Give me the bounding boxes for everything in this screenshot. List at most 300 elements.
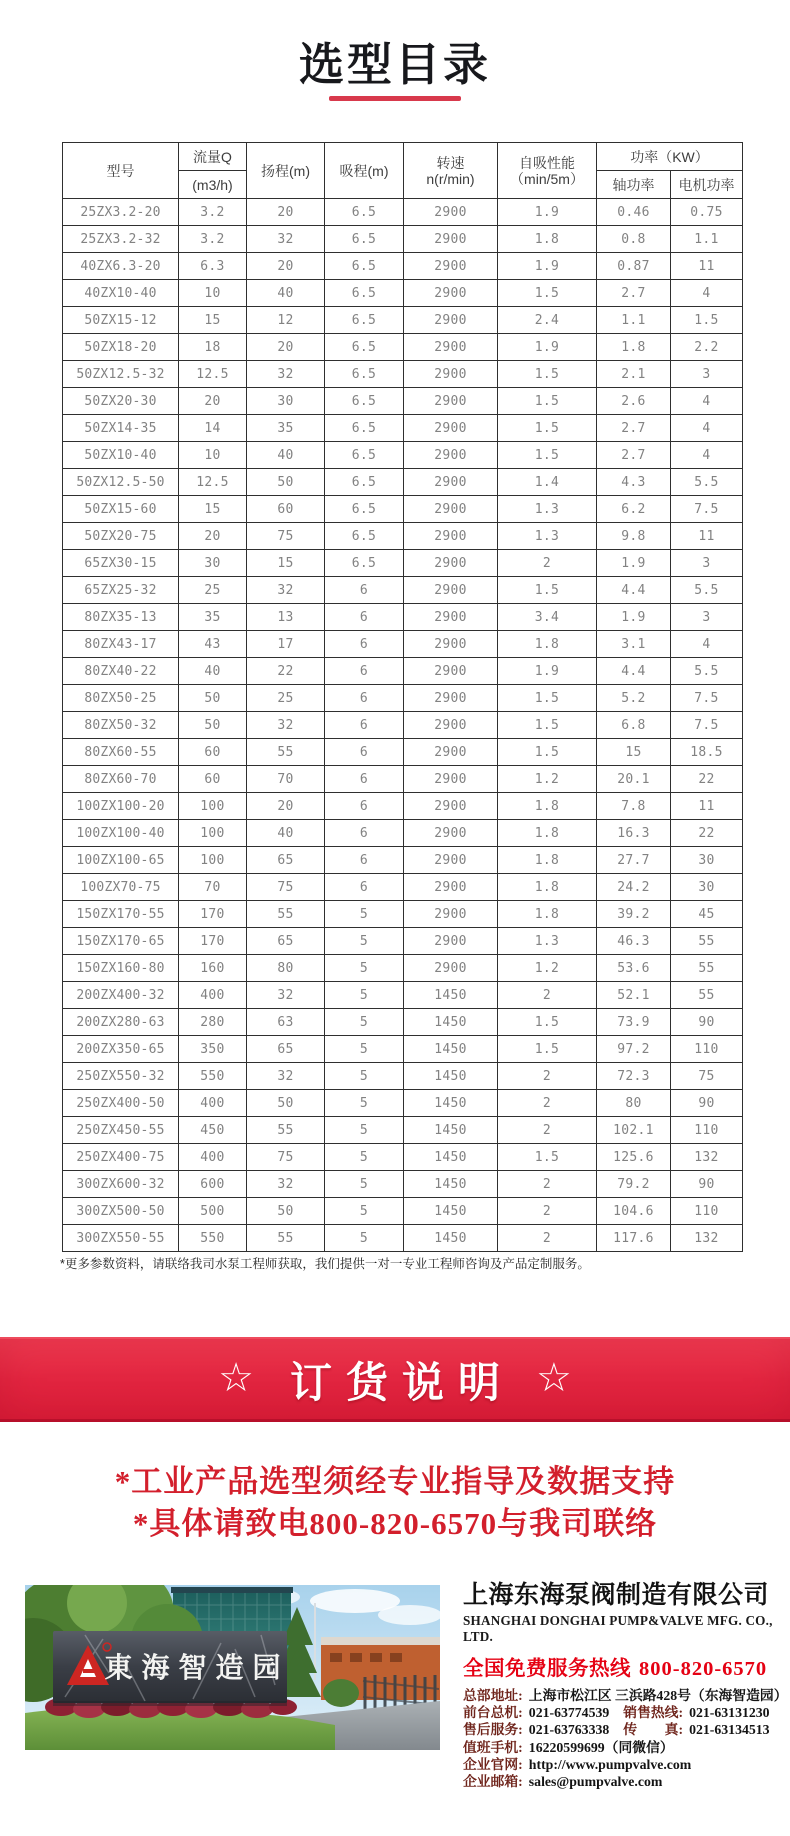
cell-shaft-power: 3.1 (597, 631, 671, 658)
cell-suction: 6.5 (325, 280, 404, 307)
cell-head: 55 (247, 1225, 325, 1252)
cell-motor-power: 132 (671, 1144, 743, 1171)
table-row (63, 766, 743, 793)
header-flow: 流量Q (179, 143, 247, 171)
cell-flow: 60 (179, 766, 247, 793)
info-label: 传 真: (623, 1722, 684, 1738)
cell-shaft-power: 72.3 (597, 1063, 671, 1090)
table-row (63, 253, 743, 280)
cell-suction: 5 (325, 1171, 404, 1198)
cell-speed: 2900 (404, 604, 498, 631)
table-header (63, 143, 743, 199)
header-power-group: 功率（KW） (597, 143, 743, 171)
cell-motor-power: 110 (671, 1036, 743, 1063)
cell-speed: 2900 (404, 415, 498, 442)
cell-priming: 2 (498, 1225, 597, 1252)
info-value: 021-63131230 (689, 1705, 770, 1721)
cell-motor-power: 5.5 (671, 577, 743, 604)
cell-motor-power: 55 (671, 928, 743, 955)
cell-suction: 6.5 (325, 253, 404, 280)
cell-shaft-power: 4.3 (597, 469, 671, 496)
hotline-number: 800-820-6570 (639, 1658, 768, 1680)
cell-model: 80ZX40-22 (63, 658, 179, 685)
cell-priming: 2 (498, 1090, 597, 1117)
cell-motor-power: 90 (671, 1171, 743, 1198)
cell-flow: 100 (179, 820, 247, 847)
cell-suction: 6 (325, 712, 404, 739)
info-value: sales@pumpvalve.com (528, 1774, 663, 1790)
cell-flow: 6.3 (179, 253, 247, 280)
info-label: 企业邮箱: (463, 1774, 523, 1790)
cell-flow: 170 (179, 928, 247, 955)
cell-shaft-power: 24.2 (597, 874, 671, 901)
header-speed (404, 143, 498, 199)
cell-speed: 1450 (404, 1009, 498, 1036)
cell-model: 250ZX550-32 (63, 1063, 179, 1090)
cell-speed: 2900 (404, 442, 498, 469)
cell-flow: 100 (179, 793, 247, 820)
cell-model: 65ZX25-32 (63, 577, 179, 604)
cell-shaft-power: 4.4 (597, 658, 671, 685)
cell-model: 250ZX400-50 (63, 1090, 179, 1117)
cell-suction: 6 (325, 847, 404, 874)
company-info-list (463, 1687, 788, 1790)
table-row (63, 874, 743, 901)
cell-speed: 2900 (404, 658, 498, 685)
cell-speed: 1450 (404, 1117, 498, 1144)
cell-suction: 5 (325, 1036, 404, 1063)
cell-model: 80ZX35-13 (63, 604, 179, 631)
table-row (63, 280, 743, 307)
cell-shaft-power: 0.46 (597, 199, 671, 226)
cell-head: 50 (247, 469, 325, 496)
table-row (63, 685, 743, 712)
cell-speed: 2900 (404, 928, 498, 955)
cell-shaft-power: 39.2 (597, 901, 671, 928)
cell-shaft-power: 1.9 (597, 604, 671, 631)
cell-model: 50ZX15-60 (63, 496, 179, 523)
cell-speed: 2900 (404, 523, 498, 550)
table-row (63, 982, 743, 1009)
cell-shaft-power: 79.2 (597, 1171, 671, 1198)
cell-head: 32 (247, 361, 325, 388)
cell-model: 250ZX450-55 (63, 1117, 179, 1144)
cell-flow: 35 (179, 604, 247, 631)
cell-head: 63 (247, 1009, 325, 1036)
cell-motor-power: 4 (671, 280, 743, 307)
header-motor-power: 电机功率 (671, 171, 743, 199)
cell-shaft-power: 125.6 (597, 1144, 671, 1171)
table-row (63, 523, 743, 550)
cell-motor-power: 4 (671, 388, 743, 415)
cell-speed: 1450 (404, 982, 498, 1009)
cell-speed: 2900 (404, 712, 498, 739)
cell-priming: 1.8 (498, 847, 597, 874)
cell-shaft-power: 46.3 (597, 928, 671, 955)
cell-priming: 1.8 (498, 874, 597, 901)
cell-motor-power: 0.75 (671, 199, 743, 226)
cell-model: 50ZX12.5-50 (63, 469, 179, 496)
table-row (63, 1009, 743, 1036)
cell-head: 20 (247, 199, 325, 226)
company-info-row (463, 1721, 773, 1738)
cell-shaft-power: 6.8 (597, 712, 671, 739)
cell-speed: 1450 (404, 1036, 498, 1063)
table-row (63, 1090, 743, 1117)
cell-priming: 1.5 (498, 388, 597, 415)
stone-sign-shadow (53, 1701, 287, 1706)
cell-model: 50ZX12.5-32 (63, 361, 179, 388)
cell-flow: 280 (179, 1009, 247, 1036)
cell-flow: 20 (179, 388, 247, 415)
cell-head: 75 (247, 1144, 325, 1171)
cell-motor-power: 3 (671, 361, 743, 388)
cell-flow: 600 (179, 1171, 247, 1198)
cell-priming: 1.5 (498, 739, 597, 766)
cell-suction: 5 (325, 1117, 404, 1144)
cell-suction: 5 (325, 1144, 404, 1171)
cell-flow: 160 (179, 955, 247, 982)
cell-head: 80 (247, 955, 325, 982)
cell-motor-power: 2.2 (671, 334, 743, 361)
cell-suction: 5 (325, 901, 404, 928)
cell-model: 200ZX280-63 (63, 1009, 179, 1036)
cell-model: 150ZX170-65 (63, 928, 179, 955)
cell-speed: 2900 (404, 577, 498, 604)
cell-model: 100ZX100-65 (63, 847, 179, 874)
cell-priming: 1.5 (498, 685, 597, 712)
cell-head: 32 (247, 1063, 325, 1090)
cell-shaft-power: 1.1 (597, 307, 671, 334)
cell-head: 35 (247, 415, 325, 442)
cell-model: 80ZX50-25 (63, 685, 179, 712)
cell-head: 55 (247, 901, 325, 928)
cell-model: 100ZX100-40 (63, 820, 179, 847)
table-row (63, 928, 743, 955)
slogan-line-2: *具体请致电800-820-6570与我司联络 (132, 1506, 658, 1541)
cell-motor-power: 55 (671, 982, 743, 1009)
cell-speed: 2900 (404, 334, 498, 361)
table-row (63, 361, 743, 388)
cell-priming: 1.9 (498, 658, 597, 685)
cell-suction: 6 (325, 604, 404, 631)
company-info-row (463, 1739, 773, 1756)
cell-priming: 3.4 (498, 604, 597, 631)
cell-speed: 2900 (404, 361, 498, 388)
cell-head: 55 (247, 1117, 325, 1144)
cell-shaft-power: 0.87 (597, 253, 671, 280)
cell-head: 13 (247, 604, 325, 631)
title-underline (329, 96, 461, 101)
cell-motor-power: 3 (671, 604, 743, 631)
cell-model: 300ZX550-55 (63, 1225, 179, 1252)
table-row (63, 415, 743, 442)
cell-motor-power: 45 (671, 901, 743, 928)
factory-photo-scene (25, 1585, 440, 1750)
cell-flow: 14 (179, 415, 247, 442)
cell-model: 50ZX20-75 (63, 523, 179, 550)
table-row (63, 793, 743, 820)
cell-motor-power: 4 (671, 631, 743, 658)
cell-speed: 1450 (404, 1171, 498, 1198)
cell-priming: 1.8 (498, 901, 597, 928)
cell-flow: 3.2 (179, 226, 247, 253)
cell-flow: 30 (179, 550, 247, 577)
cell-motor-power: 11 (671, 253, 743, 280)
table-row (63, 1063, 743, 1090)
cell-suction: 6.5 (325, 550, 404, 577)
cell-motor-power: 90 (671, 1009, 743, 1036)
cell-speed: 2900 (404, 496, 498, 523)
header-speed-line2: n(r/min) (426, 170, 475, 187)
cell-motor-power: 7.5 (671, 496, 743, 523)
cell-shaft-power: 4.4 (597, 577, 671, 604)
cell-head: 17 (247, 631, 325, 658)
cell-speed: 2900 (404, 901, 498, 928)
factory-photo (25, 1585, 440, 1750)
cell-motor-power: 110 (671, 1117, 743, 1144)
cell-priming: 1.5 (498, 415, 597, 442)
cell-motor-power: 1.1 (671, 226, 743, 253)
cell-motor-power: 4 (671, 415, 743, 442)
table-row (63, 307, 743, 334)
cell-shaft-power: 102.1 (597, 1117, 671, 1144)
cell-speed: 2900 (404, 739, 498, 766)
cell-suction: 5 (325, 982, 404, 1009)
cell-shaft-power: 7.8 (597, 793, 671, 820)
cell-head: 50 (247, 1090, 325, 1117)
orange-building-roof (321, 1637, 440, 1645)
cell-suction: 5 (325, 1090, 404, 1117)
table-row (63, 955, 743, 982)
cell-shaft-power: 20.1 (597, 766, 671, 793)
cell-flow: 100 (179, 847, 247, 874)
slogan-line-1: *工业产品选型须经专业指导及数据支持 (114, 1464, 676, 1499)
table-row (63, 226, 743, 253)
cell-suction: 6.5 (325, 523, 404, 550)
company-info-row (463, 1704, 773, 1721)
cell-suction: 6 (325, 766, 404, 793)
company-block (463, 1580, 788, 1790)
info-value: 021-63134513 (689, 1722, 770, 1738)
cell-priming: 1.5 (498, 1036, 597, 1063)
cell-speed: 2900 (404, 550, 498, 577)
cell-priming: 1.3 (498, 523, 597, 550)
cell-speed: 2900 (404, 199, 498, 226)
cell-priming: 1.8 (498, 793, 597, 820)
table-row (63, 1171, 743, 1198)
cell-speed: 2900 (404, 253, 498, 280)
cell-priming: 1.4 (498, 469, 597, 496)
cell-shaft-power: 5.2 (597, 685, 671, 712)
cell-shaft-power: 2.6 (597, 388, 671, 415)
spec-table-body (63, 199, 743, 1252)
company-info-row (463, 1773, 773, 1790)
cell-flow: 10 (179, 442, 247, 469)
table-row (63, 442, 743, 469)
cell-model: 150ZX160-80 (63, 955, 179, 982)
cell-priming: 2 (498, 550, 597, 577)
cell-speed: 1450 (404, 1225, 498, 1252)
cell-suction: 6.5 (325, 307, 404, 334)
cell-suction: 6 (325, 793, 404, 820)
star-icon: ☆ (536, 1355, 572, 1400)
cell-speed: 2900 (404, 631, 498, 658)
cell-shaft-power: 73.9 (597, 1009, 671, 1036)
order-banner (0, 1337, 790, 1422)
cell-priming: 2 (498, 982, 597, 1009)
table-row (63, 604, 743, 631)
info-value: 16220599699（同微信） (528, 1739, 674, 1755)
cell-suction: 6 (325, 658, 404, 685)
cell-speed: 2900 (404, 226, 498, 253)
cell-head: 40 (247, 280, 325, 307)
cell-motor-power: 90 (671, 1090, 743, 1117)
cell-suction: 6 (325, 739, 404, 766)
cell-suction: 6.5 (325, 469, 404, 496)
cell-suction: 6 (325, 820, 404, 847)
cell-head: 32 (247, 982, 325, 1009)
table-row (63, 739, 743, 766)
table-row (63, 1225, 743, 1252)
company-name-cn: 上海东海泵阀制造有限公司 (463, 1581, 770, 1609)
info-value: 上海市松江区 三浜路428号（东海智造园） (528, 1688, 788, 1703)
hotline-label: 全国免费服务热线 (463, 1658, 631, 1680)
cell-speed: 1450 (404, 1198, 498, 1225)
cell-head: 70 (247, 766, 325, 793)
table-row (63, 388, 743, 415)
cell-model: 80ZX60-55 (63, 739, 179, 766)
info-label: 值班手机: (463, 1739, 523, 1755)
cell-shaft-power: 52.1 (597, 982, 671, 1009)
cell-head: 12 (247, 307, 325, 334)
cell-suction: 6.5 (325, 361, 404, 388)
cell-flow: 15 (179, 307, 247, 334)
cell-flow: 25 (179, 577, 247, 604)
header-head: 扬程(m) (247, 143, 325, 199)
cell-speed: 2900 (404, 793, 498, 820)
cell-motor-power: 4 (671, 442, 743, 469)
cell-flow: 400 (179, 1144, 247, 1171)
glass-building-roof (171, 1587, 293, 1593)
cell-shaft-power: 104.6 (597, 1198, 671, 1225)
info-label: 销售热线: (623, 1705, 684, 1721)
table-row (63, 550, 743, 577)
info-label: 企业官网: (463, 1756, 523, 1772)
pump-spec-table (62, 142, 743, 1252)
company-info-row (463, 1756, 773, 1773)
header-flow-unit: (m3/h) (179, 171, 247, 199)
info-value: 021-63763338 (528, 1722, 610, 1738)
cell-flow: 550 (179, 1225, 247, 1252)
cell-model: 300ZX500-50 (63, 1198, 179, 1225)
page-title: 选型目录 (298, 39, 491, 90)
cell-motor-power: 132 (671, 1225, 743, 1252)
cell-suction: 6 (325, 874, 404, 901)
cell-priming: 2.4 (498, 307, 597, 334)
cell-priming: 1.8 (498, 631, 597, 658)
cell-head: 32 (247, 577, 325, 604)
cell-head: 40 (247, 442, 325, 469)
company-info-row (463, 1687, 788, 1704)
cell-priming: 1.3 (498, 496, 597, 523)
cell-shaft-power: 1.9 (597, 550, 671, 577)
cell-suction: 6.5 (325, 226, 404, 253)
cell-flow: 400 (179, 982, 247, 1009)
cell-model: 200ZX400-32 (63, 982, 179, 1009)
cell-model: 40ZX10-40 (63, 280, 179, 307)
cell-suction: 6 (325, 685, 404, 712)
cell-model: 50ZX10-40 (63, 442, 179, 469)
cell-head: 60 (247, 496, 325, 523)
cell-head: 20 (247, 793, 325, 820)
cell-motor-power: 110 (671, 1198, 743, 1225)
cell-head: 20 (247, 253, 325, 280)
header-speed-line1: 转速 (436, 154, 465, 171)
header-priming (498, 143, 597, 199)
cell-suction: 6.5 (325, 496, 404, 523)
cell-flow: 170 (179, 901, 247, 928)
cell-speed: 1450 (404, 1144, 498, 1171)
cell-speed: 2900 (404, 874, 498, 901)
cell-head: 65 (247, 847, 325, 874)
cell-priming: 1.5 (498, 280, 597, 307)
cell-motor-power: 30 (671, 874, 743, 901)
cell-priming: 1.5 (498, 442, 597, 469)
cell-motor-power: 5.5 (671, 658, 743, 685)
cell-shaft-power: 1.8 (597, 334, 671, 361)
cell-model: 300ZX600-32 (63, 1171, 179, 1198)
cell-shaft-power: 15 (597, 739, 671, 766)
cell-model: 150ZX170-55 (63, 901, 179, 928)
cell-speed: 2900 (404, 685, 498, 712)
cell-suction: 5 (325, 1225, 404, 1252)
cell-speed: 2900 (404, 955, 498, 982)
cell-motor-power: 18.5 (671, 739, 743, 766)
cell-flow: 12.5 (179, 469, 247, 496)
table-row (63, 820, 743, 847)
cell-speed: 1450 (404, 1063, 498, 1090)
cloud (378, 1605, 440, 1625)
cell-motor-power: 30 (671, 847, 743, 874)
cell-head: 75 (247, 523, 325, 550)
cell-model: 40ZX6.3-20 (63, 253, 179, 280)
cell-flow: 10 (179, 280, 247, 307)
cell-flow: 20 (179, 523, 247, 550)
cell-speed: 2900 (404, 820, 498, 847)
cell-flow: 40 (179, 658, 247, 685)
cell-priming: 2 (498, 1198, 597, 1225)
cell-motor-power: 11 (671, 793, 743, 820)
info-label: 售后服务: (463, 1722, 523, 1738)
cell-priming: 1.2 (498, 766, 597, 793)
cell-suction: 6.5 (325, 442, 404, 469)
cell-speed: 2900 (404, 280, 498, 307)
table-row (63, 1117, 743, 1144)
table-row (63, 1198, 743, 1225)
header-priming-line2: （min/5m） (510, 170, 584, 187)
cell-priming: 1.3 (498, 928, 597, 955)
cell-head: 40 (247, 820, 325, 847)
cell-flow: 70 (179, 874, 247, 901)
table-row (63, 577, 743, 604)
table-row (63, 1144, 743, 1171)
cell-model: 25ZX3.2-20 (63, 199, 179, 226)
cell-head: 65 (247, 1036, 325, 1063)
cell-head: 32 (247, 226, 325, 253)
cell-flow: 15 (179, 496, 247, 523)
cell-speed: 2900 (404, 307, 498, 334)
